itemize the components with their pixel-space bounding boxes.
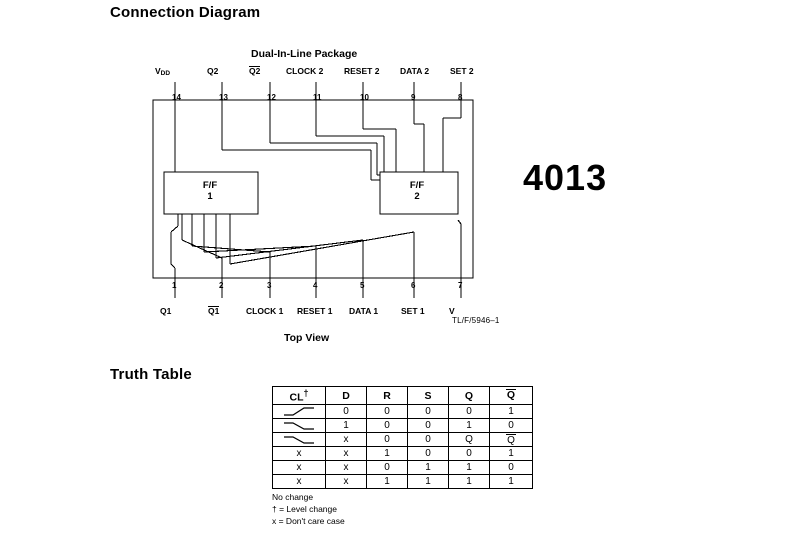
pin-number-6: 6	[411, 281, 416, 290]
truth-table-heading: Truth Table	[110, 366, 192, 383]
package-type-label: Dual-In-Line Package	[251, 48, 358, 60]
truth-table-header-row	[273, 387, 533, 405]
truth-table	[272, 386, 533, 489]
truth-table-header-qbar-text: Q	[506, 389, 516, 402]
truth-table-header-cl-text: CL	[289, 391, 304, 404]
pin-label-9-text: DATA 2	[400, 66, 430, 76]
flipflop-2-subtitle: 2	[414, 191, 420, 202]
pin-number-8: 8	[458, 93, 463, 102]
truth-table-note-0: No change	[272, 492, 314, 502]
pin-label-3-text: CLOCK 1	[246, 306, 284, 316]
pin-number-1: 1	[172, 281, 177, 290]
connection-diagram-heading: Connection Diagram	[110, 4, 261, 21]
document-code-label: TL/F/5946–1	[452, 316, 500, 325]
flipflop-1-subtitle: 1	[207, 191, 213, 202]
truth-table-header-d: D	[326, 387, 367, 405]
truth-table-cell-r: 1	[367, 447, 408, 461]
truth-table-cell-r: 0	[367, 419, 408, 433]
truth-table-header-cl	[273, 387, 326, 405]
pin-label-1-text: Q1	[160, 306, 172, 316]
rising-edge-icon	[282, 406, 316, 417]
table-row	[273, 405, 533, 419]
truth-table-cell-r: 0	[367, 461, 408, 475]
pin-number-12: 12	[267, 93, 276, 102]
truth-table-cell-cl	[273, 405, 326, 419]
truth-table-note-1: † = Level change	[272, 504, 337, 514]
truth-table-cell-cl: x	[273, 461, 326, 475]
truth-table-cell-s: 0	[408, 447, 449, 461]
truth-table-cell-cl	[273, 433, 326, 447]
truth-table-cell-q: 0	[449, 447, 490, 461]
truth-table-cell-q: 1	[449, 419, 490, 433]
truth-table-note-2: x = Don't care case	[272, 516, 345, 526]
truth-table-cell-qbar: 1	[490, 447, 533, 461]
truth-table-cell-qbar: 1	[490, 405, 533, 419]
top-view-label: Top View	[284, 332, 330, 344]
flipflop-1-title: F/F	[202, 180, 218, 191]
part-number-label: 4013	[523, 157, 608, 198]
pin-label-14-sub: DD	[160, 70, 171, 77]
pin-number-14: 14	[172, 93, 181, 102]
truth-table-cell-s: 1	[408, 475, 449, 489]
truth-table-cell-qbar: 0	[490, 461, 533, 475]
flipflop-1-block	[164, 172, 258, 214]
table-row	[273, 461, 533, 475]
truth-table-cell-cl: x	[273, 475, 326, 489]
truth-table-cell-r: 0	[367, 405, 408, 419]
table-row	[273, 433, 533, 447]
table-row	[273, 475, 533, 489]
truth-table-cell-r: 0	[367, 433, 408, 447]
truth-table-cell-s: 0	[408, 419, 449, 433]
truth-table-cell-d: x	[326, 433, 367, 447]
truth-table-cell-s: 0	[408, 433, 449, 447]
truth-table-cell-q: 1	[449, 475, 490, 489]
truth-table-header-cl-dagger: †	[303, 387, 309, 398]
pin-label-6-text: SET 1	[401, 306, 425, 316]
package-outline	[153, 100, 473, 278]
pin-number-5: 5	[360, 281, 365, 290]
table-row	[273, 447, 533, 461]
truth-table-header-qbar	[490, 387, 533, 405]
truth-table-cell-cl: x	[273, 447, 326, 461]
truth-table-cell-d: x	[326, 475, 367, 489]
truth-table-header-s: S	[408, 387, 449, 405]
truth-table-cell-qbar	[490, 433, 533, 447]
pin-number-10: 10	[360, 93, 369, 102]
pin-number-3: 3	[267, 281, 272, 290]
flipflop-2-title: F/F	[409, 180, 425, 191]
truth-table-cell-q: 1	[449, 461, 490, 475]
pin-number-4: 4	[313, 281, 318, 290]
truth-table-cell-q: 0	[449, 405, 490, 419]
pin-label-8-text: SET 2	[450, 66, 474, 76]
pin-label-7-text: V	[449, 306, 455, 316]
truth-table-cell-qbar: 0	[490, 419, 533, 433]
pin-number-7: 7	[458, 281, 463, 290]
truth-table-cell-s: 1	[408, 461, 449, 475]
truth-table-cell-q: Q	[449, 433, 490, 447]
pin-label-11-text: CLOCK 2	[286, 66, 324, 76]
truth-table-cell-r: 1	[367, 475, 408, 489]
truth-table-cell-qbar: 1	[490, 475, 533, 489]
pin-label-2-text: Q1	[208, 306, 220, 316]
pin-label-5-text: DATA 1	[349, 306, 379, 316]
truth-table-cell-cl	[273, 419, 326, 433]
pin-number-11: 11	[313, 93, 322, 102]
pin-number-2: 2	[219, 281, 224, 290]
table-row	[273, 419, 533, 433]
truth-table-cell-s: 0	[408, 405, 449, 419]
flipflop-2-block	[380, 172, 458, 214]
pin-number-13: 13	[219, 93, 228, 102]
pin-number-9: 9	[411, 93, 416, 102]
pin-label-4-text: RESET 1	[297, 306, 333, 316]
truth-table-header-q: Q	[449, 387, 490, 405]
truth-table-cell-qbar-text: Q	[507, 434, 515, 446]
truth-table-cell-d: x	[326, 461, 367, 475]
truth-table-cell-d: x	[326, 447, 367, 461]
pin-label-14-text: V	[155, 66, 161, 76]
pin-label-12-text: Q2	[249, 66, 261, 76]
truth-table-header-r: R	[367, 387, 408, 405]
pin-label-10-text: RESET 2	[344, 66, 380, 76]
truth-table-notes	[272, 491, 345, 527]
falling-edge-icon	[282, 434, 316, 445]
truth-table-cell-d: 0	[326, 405, 367, 419]
truth-table-cell-d: 1	[326, 419, 367, 433]
falling-edge-icon	[282, 420, 316, 431]
pin-label-13-text: Q2	[207, 66, 219, 76]
